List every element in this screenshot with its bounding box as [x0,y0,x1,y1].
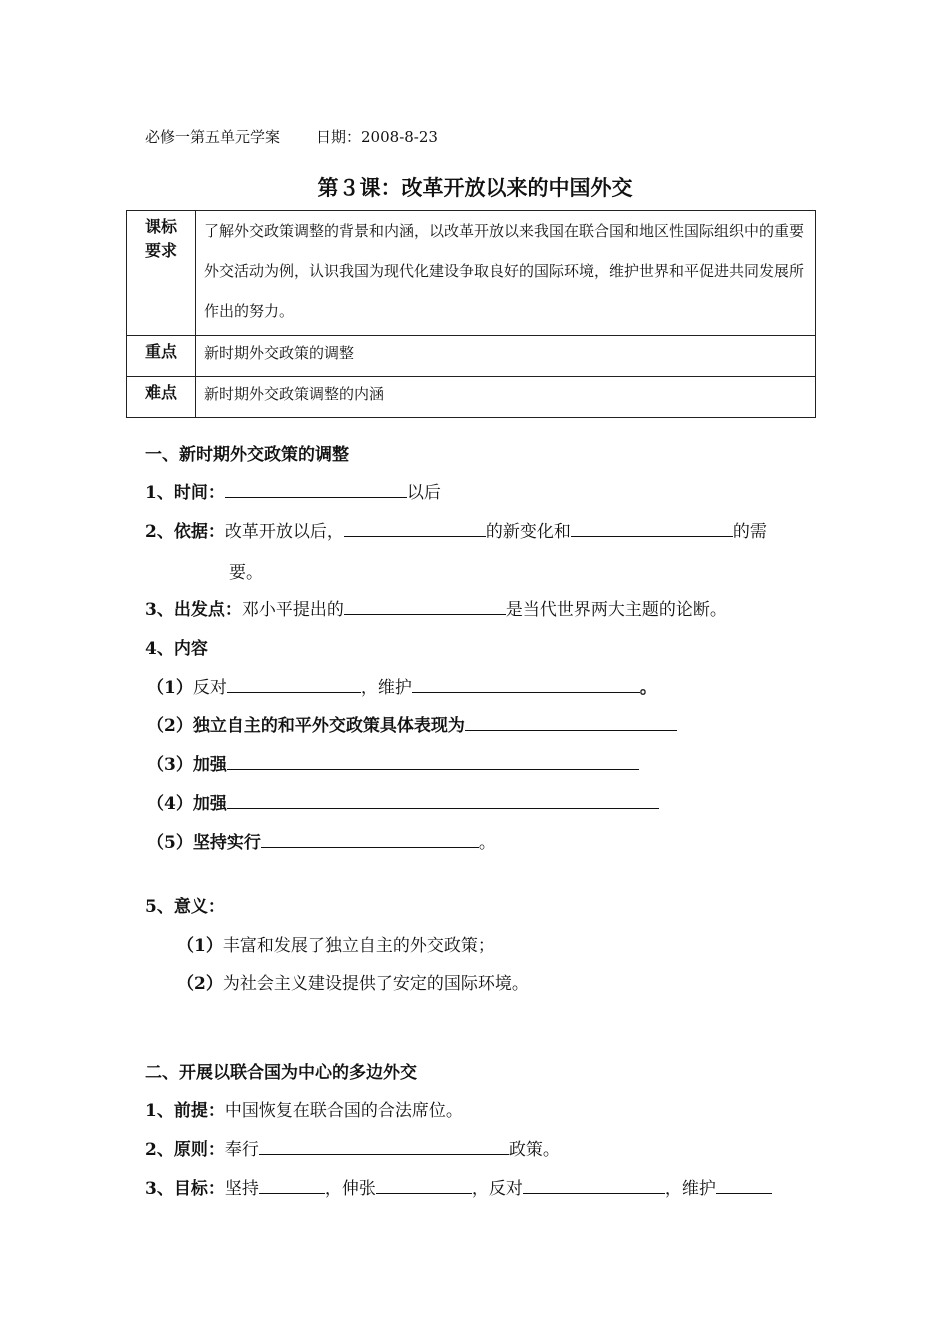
table-label-cell: 课标 要求 [127,211,196,336]
table-label-cell: 重点 [127,336,196,377]
blank-line[interactable] [261,830,479,848]
blank-line[interactable] [227,791,659,809]
blank-line[interactable] [225,480,407,498]
table-text-cell: 了解外交政策调整的背景和内涵，以改革开放以来我国在联合国和地区性国际组织中的重要外交活动为例，认识我国为现代化建设争取良好的国际环境，维护世界和平促进共同发展所作出的努力。 [196,211,816,336]
blank-line[interactable] [227,752,639,770]
blank-line[interactable] [523,1176,665,1194]
info-table [126,210,816,418]
s1-item2: 2、依据：改革开放以后， 的新变化和 的需 [145,517,767,542]
document-header [145,126,438,147]
blank-line[interactable] [344,519,486,537]
s1-item5: 5、意义： [145,897,225,917]
blank-line[interactable] [259,1176,325,1194]
section2-heading: 二、开展以联合国为中心的多边外交 [145,1063,417,1083]
blank-line[interactable] [376,1176,472,1194]
blank-line[interactable] [259,1137,509,1155]
table-text-cell: 新时期外交政策调整的内涵 [196,377,816,418]
section1-heading: 一、新时期外交政策的调整 [145,445,349,465]
s1-sub4: （4）加强 [147,789,659,814]
s1-item1: 1、时间： 以后 [145,478,441,503]
blank-line[interactable] [465,713,677,731]
s1-sub2: （2）独立自主的和平外交政策具体表现为 [147,711,677,736]
s1-meaning1: （1）丰富和发展了独立自主的外交政策； [177,936,495,956]
s1-meaning2: （2）为社会主义建设提供了安定的国际环境。 [177,974,529,994]
course-label: 必修一第五单元学案 [145,128,281,146]
table-row [127,377,816,418]
page-title: 第３课：改革开放以来的中国外交 [317,175,633,200]
date-label: 日期：2008-8-23 [316,128,438,146]
blank-line[interactable] [412,675,640,693]
table-row [127,336,816,377]
s1-sub3: （3）加强 [147,750,639,775]
s1-item3: 3、出发点：邓小平提出的 是当代世界两大主题的论断。 [145,595,727,620]
s2-item1: 1、前提：中国恢复在联合国的合法席位。 [145,1101,463,1121]
blank-line[interactable] [571,519,733,537]
s1-sub5: （5）坚持实行 。 [147,828,496,853]
table-label-cell: 难点 [127,377,196,418]
blank-line[interactable] [227,675,361,693]
s1-item4: 4、内容 [145,639,208,659]
s2-item3: 3、目标：坚持 ，伸张 ，反对 ，维护 [145,1174,772,1199]
table-row [127,211,816,336]
s2-item2: 2、原则：奉行 政策。 [145,1135,560,1160]
blank-line[interactable] [716,1176,772,1194]
blank-line[interactable] [344,597,506,615]
table-text-cell: 新时期外交政策的调整 [196,336,816,377]
s1-sub1: （1）反对 ，维护 。 [147,673,657,698]
s1-item2-cont: 要。 [229,563,263,583]
